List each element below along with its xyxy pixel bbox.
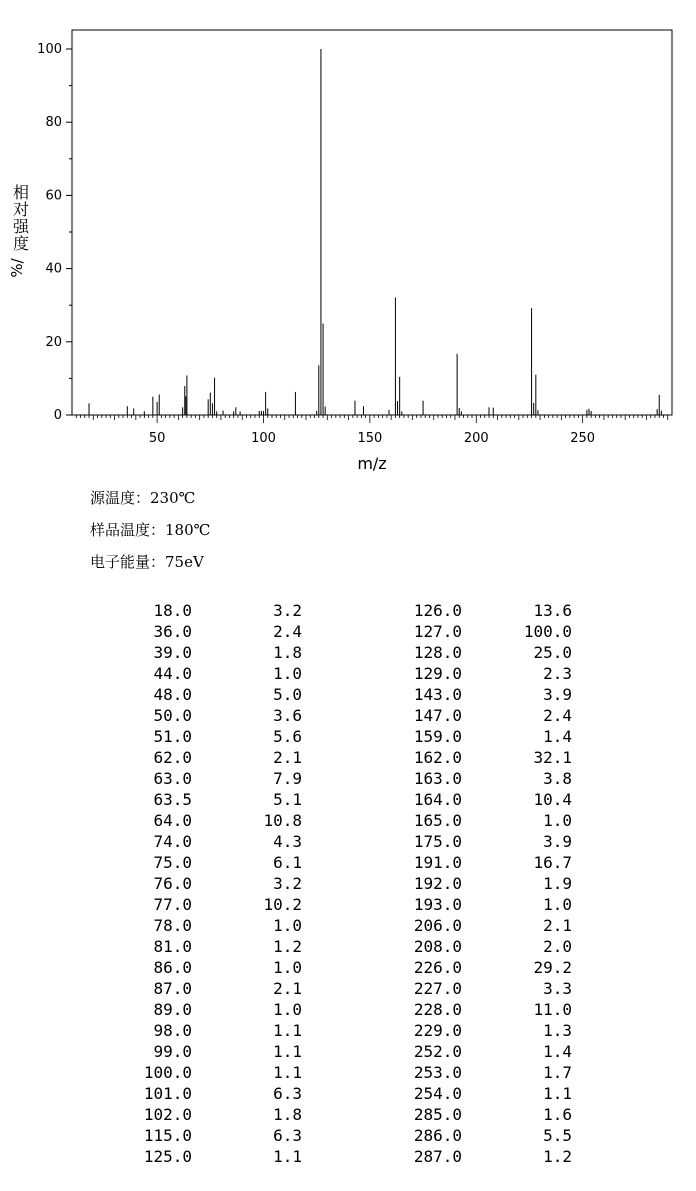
mz-value: 48.0 [153, 685, 192, 704]
mz-value: 228.0 [413, 1000, 462, 1019]
intensity-value: 2.0 [543, 937, 572, 956]
intensity-value: 4.3 [273, 832, 302, 851]
intensity-value: 1.0 [273, 664, 302, 683]
electron-energy: 电子能量：75eV [90, 553, 204, 571]
intensity-value: 5.1 [273, 790, 302, 809]
y-axis-label-char: 强 [12, 217, 30, 236]
mz-value: 75.0 [153, 853, 192, 872]
y-axis-label-char: 度 [12, 234, 30, 253]
table-row [110, 663, 310, 684]
table-row [380, 684, 580, 705]
table-row [110, 1146, 310, 1167]
intensity-value: 1.7 [543, 1063, 572, 1082]
table-row [110, 873, 310, 894]
mz-value: 78.0 [153, 916, 192, 935]
y-tick-label: 100 [37, 42, 62, 57]
table-row [380, 1104, 580, 1125]
mz-value: 101.0 [143, 1084, 192, 1103]
mz-value: 51.0 [153, 727, 192, 746]
intensity-value: 10.8 [263, 811, 302, 830]
table-row [110, 852, 310, 873]
sample-temperature: 样品温度：180℃ [90, 521, 211, 539]
mz-value: 286.0 [413, 1126, 462, 1145]
table-row [380, 999, 580, 1020]
intensity-value: 1.1 [273, 1021, 302, 1040]
y-tick-label: 80 [45, 115, 62, 131]
table-row [110, 789, 310, 810]
intensity-value: 1.2 [273, 937, 302, 956]
table-row [380, 600, 580, 621]
intensity-value: 6.3 [273, 1126, 302, 1145]
intensity-value: 1.2 [543, 1147, 572, 1166]
intensity-value: 6.1 [273, 853, 302, 872]
mz-value: 44.0 [153, 664, 192, 683]
intensity-value: 25.0 [533, 643, 572, 662]
mz-value: 143.0 [413, 685, 462, 704]
mz-value: 63.0 [153, 769, 192, 788]
intensity-value: 2.1 [273, 748, 302, 767]
table-row [110, 936, 310, 957]
table-row [380, 1041, 580, 1062]
table-row [110, 747, 310, 768]
y-tick-label: 60 [45, 188, 62, 204]
intensity-value: 10.2 [263, 895, 302, 914]
intensity-value: 5.6 [273, 727, 302, 746]
intensity-value: 10.4 [533, 790, 572, 809]
mz-value: 226.0 [413, 958, 462, 977]
mz-value: 163.0 [413, 769, 462, 788]
mz-value: 252.0 [413, 1042, 462, 1061]
intensity-value: 100.0 [523, 622, 572, 641]
table-row [110, 978, 310, 999]
y-axis-label-unit: %/ [8, 258, 26, 278]
table-row [380, 726, 580, 747]
intensity-value: 1.1 [543, 1084, 572, 1103]
mz-value: 126.0 [413, 601, 462, 620]
peak-table-right [380, 600, 580, 1167]
table-row [380, 831, 580, 852]
mz-value: 159.0 [413, 727, 462, 746]
table-row [110, 831, 310, 852]
mz-value: 76.0 [153, 874, 192, 893]
table-row [110, 1041, 310, 1062]
mz-value: 206.0 [413, 916, 462, 935]
table-row [110, 1083, 310, 1104]
intensity-value: 6.3 [273, 1084, 302, 1103]
mz-value: 89.0 [153, 1000, 192, 1019]
x-tick-label: 100 [251, 431, 276, 446]
intensity-value: 3.2 [273, 601, 302, 620]
mz-value: 287.0 [413, 1147, 462, 1166]
table-row [110, 600, 310, 621]
table-row [110, 621, 310, 642]
table-row [380, 852, 580, 873]
x-tick-label: 250 [570, 431, 596, 446]
table-row [380, 621, 580, 642]
intensity-value: 1.3 [543, 1021, 572, 1040]
table-row [110, 1125, 310, 1146]
intensity-value: 1.0 [273, 958, 302, 977]
intensity-value: 1.1 [273, 1147, 302, 1166]
mz-value: 50.0 [153, 706, 192, 725]
table-row [110, 894, 310, 915]
table-row [110, 1104, 310, 1125]
intensity-value: 5.0 [273, 685, 302, 704]
mz-value: 191.0 [413, 853, 462, 872]
intensity-value: 16.7 [533, 853, 572, 872]
table-row [110, 642, 310, 663]
intensity-value: 2.4 [273, 622, 302, 641]
table-row [380, 1146, 580, 1167]
plot-frame [72, 30, 672, 415]
table-row [110, 684, 310, 705]
y-axis-label-char: 相 [12, 183, 30, 202]
intensity-value: 1.9 [543, 874, 572, 893]
table-row [380, 957, 580, 978]
intensity-value: 1.1 [273, 1063, 302, 1082]
mz-value: 87.0 [153, 979, 192, 998]
intensity-value: 1.0 [543, 811, 572, 830]
table-row [110, 726, 310, 747]
mz-value: 74.0 [153, 832, 192, 851]
mz-value: 81.0 [153, 937, 192, 956]
table-row [380, 1125, 580, 1146]
intensity-value: 3.3 [543, 979, 572, 998]
mz-value: 175.0 [413, 832, 462, 851]
table-row [110, 705, 310, 726]
y-axis-label-char: 对 [12, 200, 30, 219]
intensity-value: 1.0 [273, 1000, 302, 1019]
table-row [380, 1083, 580, 1104]
intensity-value: 3.9 [543, 685, 572, 704]
table-row [380, 894, 580, 915]
intensity-value: 1.1 [273, 1042, 302, 1061]
intensity-value: 3.6 [273, 706, 302, 725]
x-tick-label: 50 [148, 431, 166, 446]
mz-value: 254.0 [413, 1084, 462, 1103]
mz-value: 125.0 [143, 1147, 192, 1166]
mz-value: 227.0 [413, 979, 462, 998]
intensity-value: 13.6 [533, 601, 572, 620]
mz-value: 162.0 [413, 748, 462, 767]
table-row [110, 915, 310, 936]
mz-value: 63.5 [153, 790, 192, 809]
table-row [380, 978, 580, 999]
table-row [110, 1062, 310, 1083]
x-tick-label: 200 [463, 431, 489, 446]
mz-value: 86.0 [153, 958, 192, 977]
intensity-value: 1.4 [543, 1042, 572, 1061]
mass-spectrum-chart [0, 0, 696, 480]
table-row [380, 642, 580, 663]
table-row [380, 1062, 580, 1083]
intensity-value: 3.8 [543, 769, 572, 788]
table-row [380, 768, 580, 789]
mz-value: 285.0 [413, 1105, 462, 1124]
intensity-value: 1.0 [273, 916, 302, 935]
intensity-value: 1.8 [273, 643, 302, 662]
table-row [380, 789, 580, 810]
mz-value: 36.0 [153, 622, 192, 641]
intensity-value: 11.0 [533, 1000, 572, 1019]
table-row [110, 768, 310, 789]
intensity-value: 32.1 [533, 748, 572, 767]
mz-value: 77.0 [153, 895, 192, 914]
mz-value: 64.0 [153, 811, 192, 830]
intensity-value: 2.4 [543, 706, 572, 725]
mz-value: 18.0 [153, 601, 192, 620]
mz-value: 62.0 [153, 748, 192, 767]
intensity-value: 1.0 [543, 895, 572, 914]
mz-value: 229.0 [413, 1021, 462, 1040]
x-tick-label: 150 [357, 431, 383, 446]
table-row [380, 810, 580, 831]
table-row [380, 936, 580, 957]
table-row [380, 873, 580, 894]
intensity-value: 1.4 [543, 727, 572, 746]
table-row [110, 1020, 310, 1041]
mz-value: 102.0 [143, 1105, 192, 1124]
y-tick-label: 20 [45, 334, 62, 350]
table-row [380, 915, 580, 936]
mz-value: 193.0 [413, 895, 462, 914]
source-temperature: 源温度：230℃ [90, 489, 196, 507]
intensity-value: 1.6 [543, 1105, 572, 1124]
peak-table-left [110, 600, 310, 1167]
intensity-value: 29.2 [533, 958, 572, 977]
mz-value: 98.0 [153, 1021, 192, 1040]
intensity-value: 3.9 [543, 832, 572, 851]
mz-value: 165.0 [413, 811, 462, 830]
table-row [380, 1020, 580, 1041]
y-tick-label: 40 [45, 261, 62, 277]
mz-value: 147.0 [413, 706, 462, 725]
table-row [380, 705, 580, 726]
mz-value: 100.0 [143, 1063, 192, 1082]
mz-value: 115.0 [143, 1126, 192, 1145]
mz-value: 127.0 [413, 622, 462, 641]
intensity-value: 1.8 [273, 1105, 302, 1124]
x-axis-label: m/z [357, 454, 387, 473]
table-row [110, 999, 310, 1020]
intensity-value: 7.9 [273, 769, 302, 788]
mz-value: 253.0 [413, 1063, 462, 1082]
mz-value: 164.0 [413, 790, 462, 809]
mz-value: 208.0 [413, 937, 462, 956]
mz-value: 192.0 [413, 874, 462, 893]
intensity-value: 2.1 [273, 979, 302, 998]
mz-value: 99.0 [153, 1042, 192, 1061]
table-row [110, 810, 310, 831]
intensity-value: 5.5 [543, 1126, 572, 1145]
intensity-value: 2.1 [543, 916, 572, 935]
intensity-value: 3.2 [273, 874, 302, 893]
mz-value: 39.0 [153, 643, 192, 662]
table-row [380, 747, 580, 768]
mz-value: 128.0 [413, 643, 462, 662]
intensity-value: 2.3 [543, 664, 572, 683]
y-tick-label: 0 [53, 408, 62, 423]
mz-value: 129.0 [413, 664, 462, 683]
table-row [380, 663, 580, 684]
table-row [110, 957, 310, 978]
